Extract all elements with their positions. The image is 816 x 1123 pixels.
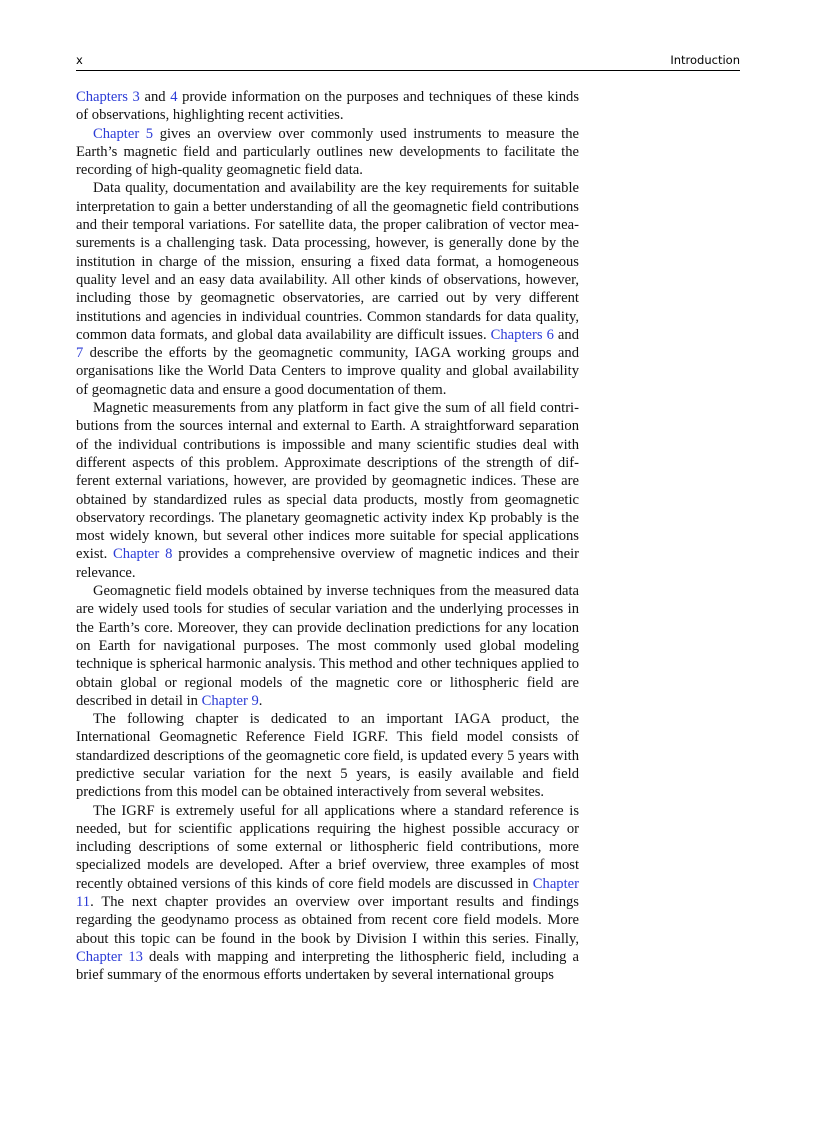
paragraph (76, 179, 579, 399)
chapter-link[interactable]: Chapter 5 (93, 125, 154, 142)
paragraph (76, 125, 579, 180)
paragraph-text: gives an overview over commonly used instruments to measure the Earth’s magnetic field and particularly outlines new developments to facilitate the recording of high-quality geomagnetic field data. (76, 125, 579, 179)
chapter-link[interactable]: Chapter 9 (201, 692, 259, 709)
paragraph-text: describe the efforts by the geomagnetic community, IAGA working groups and organisations like the World Data Centers to improve quality and global availability of geomagnetic data and ensure a good documentation of them. (76, 345, 579, 398)
chapter-link[interactable]: Chapter 8 (113, 546, 173, 563)
paragraph (76, 399, 579, 582)
paragraph-text: Magnetic measurements from any platform in fact give the sum of all field contributions from the sources internal and external to Earth. A straightforward separation of the individual contributions is impossible and many scientific studies deal with different aspects of this problem. Approximate descriptions of the strength of different external variations, however, are provided by geomagnetic indices. These are obtained by standardized rules as special data products, mostly from geomagnetic observatory recordings. The planetary geomagnetic activity index Kp probably is the most widely known, but several other indices more suitable for special applications exist. (76, 400, 579, 563)
paragraph-text: Data quality, documentation and availability are the key requirements for suitable interpretation to gain a better understanding of all the geomagnetic field contributions and their temporal variations. For satellite data, the proper calibration of vector measurements is a challenging task. Data processing, however, is generally done by the institution in charge of the mission, ensuring a fixed data format, a homogeneous quality level and an easy data availability. All other kinds of observations, however, including those by geomagnetic observatories, are carried out by very different institutions and agencies in individual countries. Common standards for data quality, common data formats, and global data availability are difficult issues. (76, 180, 579, 343)
running-title: Introduction (670, 53, 740, 67)
paragraph-text: and (139, 89, 171, 105)
chapter-link[interactable]: 4 (170, 89, 178, 105)
paragraph-text: The following chapter is dedicated to an important IAGA product, the International Geomagnetic Reference Field IGRF. This field model consists of standardized descriptions of the geomagnetic core field, is updated every 5 years with predictive secular variation for the next 5 years, is easily available and field predictions from this model can be obtained interactively from several websites. (76, 711, 579, 801)
paragraph-text: deals with mapping and interpreting the lithospheric field, including a brief summary of the enormous efforts undertaken by several international groups (76, 948, 579, 984)
paragraph (76, 710, 579, 801)
chapter-link[interactable]: Chapters 6 (490, 326, 554, 343)
chapter-link[interactable]: Chapter 13 (76, 948, 143, 965)
paragraph-text: . The next chapter provides an overview over important results and findings regarding the geodynamo process as obtained from recent core field models. More about this topic can be found in the book by Division I within this series. Finally, (76, 894, 579, 947)
chapter-link[interactable]: Chapter 11 (76, 875, 579, 911)
paragraph (76, 802, 579, 985)
paragraph-text: and (553, 326, 579, 343)
chapter-link[interactable]: 7 (76, 345, 84, 362)
chapter-link[interactable]: Chapters 3 (76, 89, 140, 105)
paragraph-text: . (258, 692, 263, 709)
page-number: x (76, 53, 83, 67)
paragraph (76, 88, 579, 125)
page-header (76, 52, 740, 71)
paragraph-text: provides a comprehensive overview of magnetic indices and their relevance. (76, 546, 579, 581)
paragraph-text: provide information on the purposes and techniques of these kinds of observations, highlighting recent activities. (76, 89, 579, 124)
paragraph-text: Geomagnetic field models obtained by inverse techniques from the measured data are widely used tools for studies of secular variation and the underlying processes in the Earth’s core. Moreover, they can provide declination predictions for any location on Earth for navigational purposes. The most commonly used global modeling technique is spherical harmonic analysis. This method and other techniques applied to obtain global or regional models of the magnetic core or lithospheric field are described in detail in (76, 583, 579, 709)
paragraph-text: The IGRF is extremely useful for all applications where a standard reference is needed, but for scientific applications requiring the highest possible accuracy or including descriptions of some external or lithospheric field contributions, more specialized models are developed. After a brief overview, three examples of most recently obtained versions of this kinds of core field models are discussed in (76, 802, 579, 892)
body-text (76, 88, 579, 985)
paragraph (76, 582, 579, 710)
